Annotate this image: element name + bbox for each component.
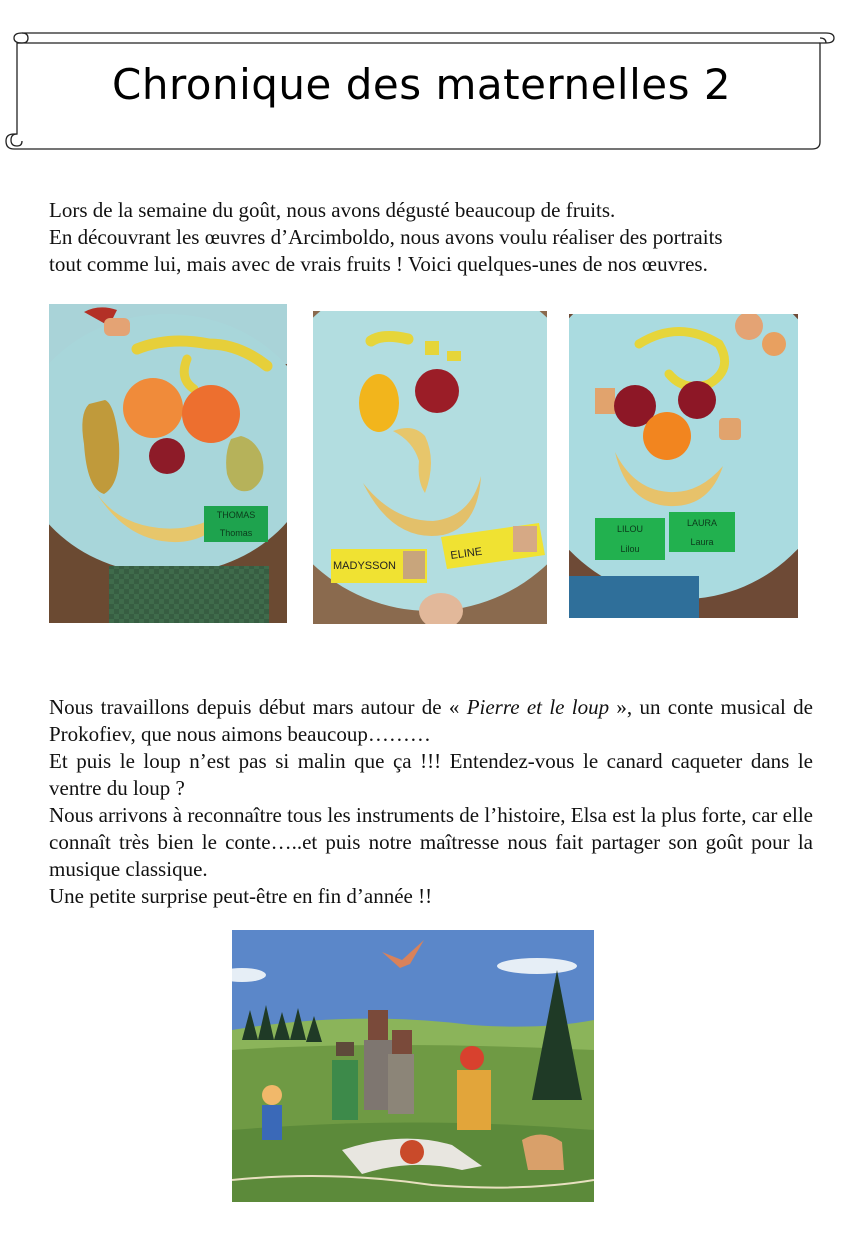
photo1-label-top: THOMAS <box>216 510 256 520</box>
photo1-label-bottom: Thomas <box>219 528 253 538</box>
fruit-portrait-photo-thomas <box>49 304 287 623</box>
title-banner <box>0 0 850 170</box>
fruit-portrait-photo-lilou-laura <box>569 314 798 618</box>
photo2-label-madysson: MADYSSON <box>333 560 396 572</box>
intro-line-3: tout comme lui, mais avec de vrais fruits ! Voici quelques-unes de nos œuvres. <box>49 252 708 276</box>
intro-line-1: Lors de la semaine du goût, nous avons dégusté beaucoup de fruits. <box>49 198 616 222</box>
story-p1-before: Nous travaillons depuis début mars autour de « <box>49 695 467 719</box>
story-p4: Une petite surprise peut-être en fin d’année !! <box>49 884 433 908</box>
story-p1-after: », un conte musical de Prokofiev, que nous aimons beaucoup……… <box>49 695 814 746</box>
story-p2: Et puis le loup n’est pas si malin que ça !!! Entendez-vous le canard caqueter dans le ventre du loup ? <box>49 749 813 800</box>
story-title: Pierre et le loup <box>466 695 610 719</box>
fruit-portrait-photo-madysson-eline <box>313 311 547 624</box>
photo2-label-eline: ELINE <box>449 545 483 562</box>
intro-line-2: En découvrant les œuvres d’Arcimboldo, nous avons voulu réaliser des portraits <box>49 225 723 249</box>
story-p1 <box>49 694 813 748</box>
story-p3: Nous arrivons à reconnaître tous les instruments de l’histoire, Elsa est la plus forte, car elle connaît très bien le conte…..et puis notre maîtresse nous fait partager son goût pour la musique classique. <box>49 803 813 881</box>
story-paragraph <box>49 694 813 910</box>
photo3-label-laura-top: LAURA <box>686 518 718 528</box>
photo3-label-lilou-top: LILOU <box>616 524 644 534</box>
photo3-label-laura-bottom: Laura <box>690 537 714 547</box>
page-title: Chronique des maternelles 2 <box>112 60 732 109</box>
photo3-label-lilou-bottom: Lilou <box>620 544 640 554</box>
intro-paragraph <box>49 197 819 278</box>
pierre-et-le-loup-illustration <box>232 930 594 1202</box>
